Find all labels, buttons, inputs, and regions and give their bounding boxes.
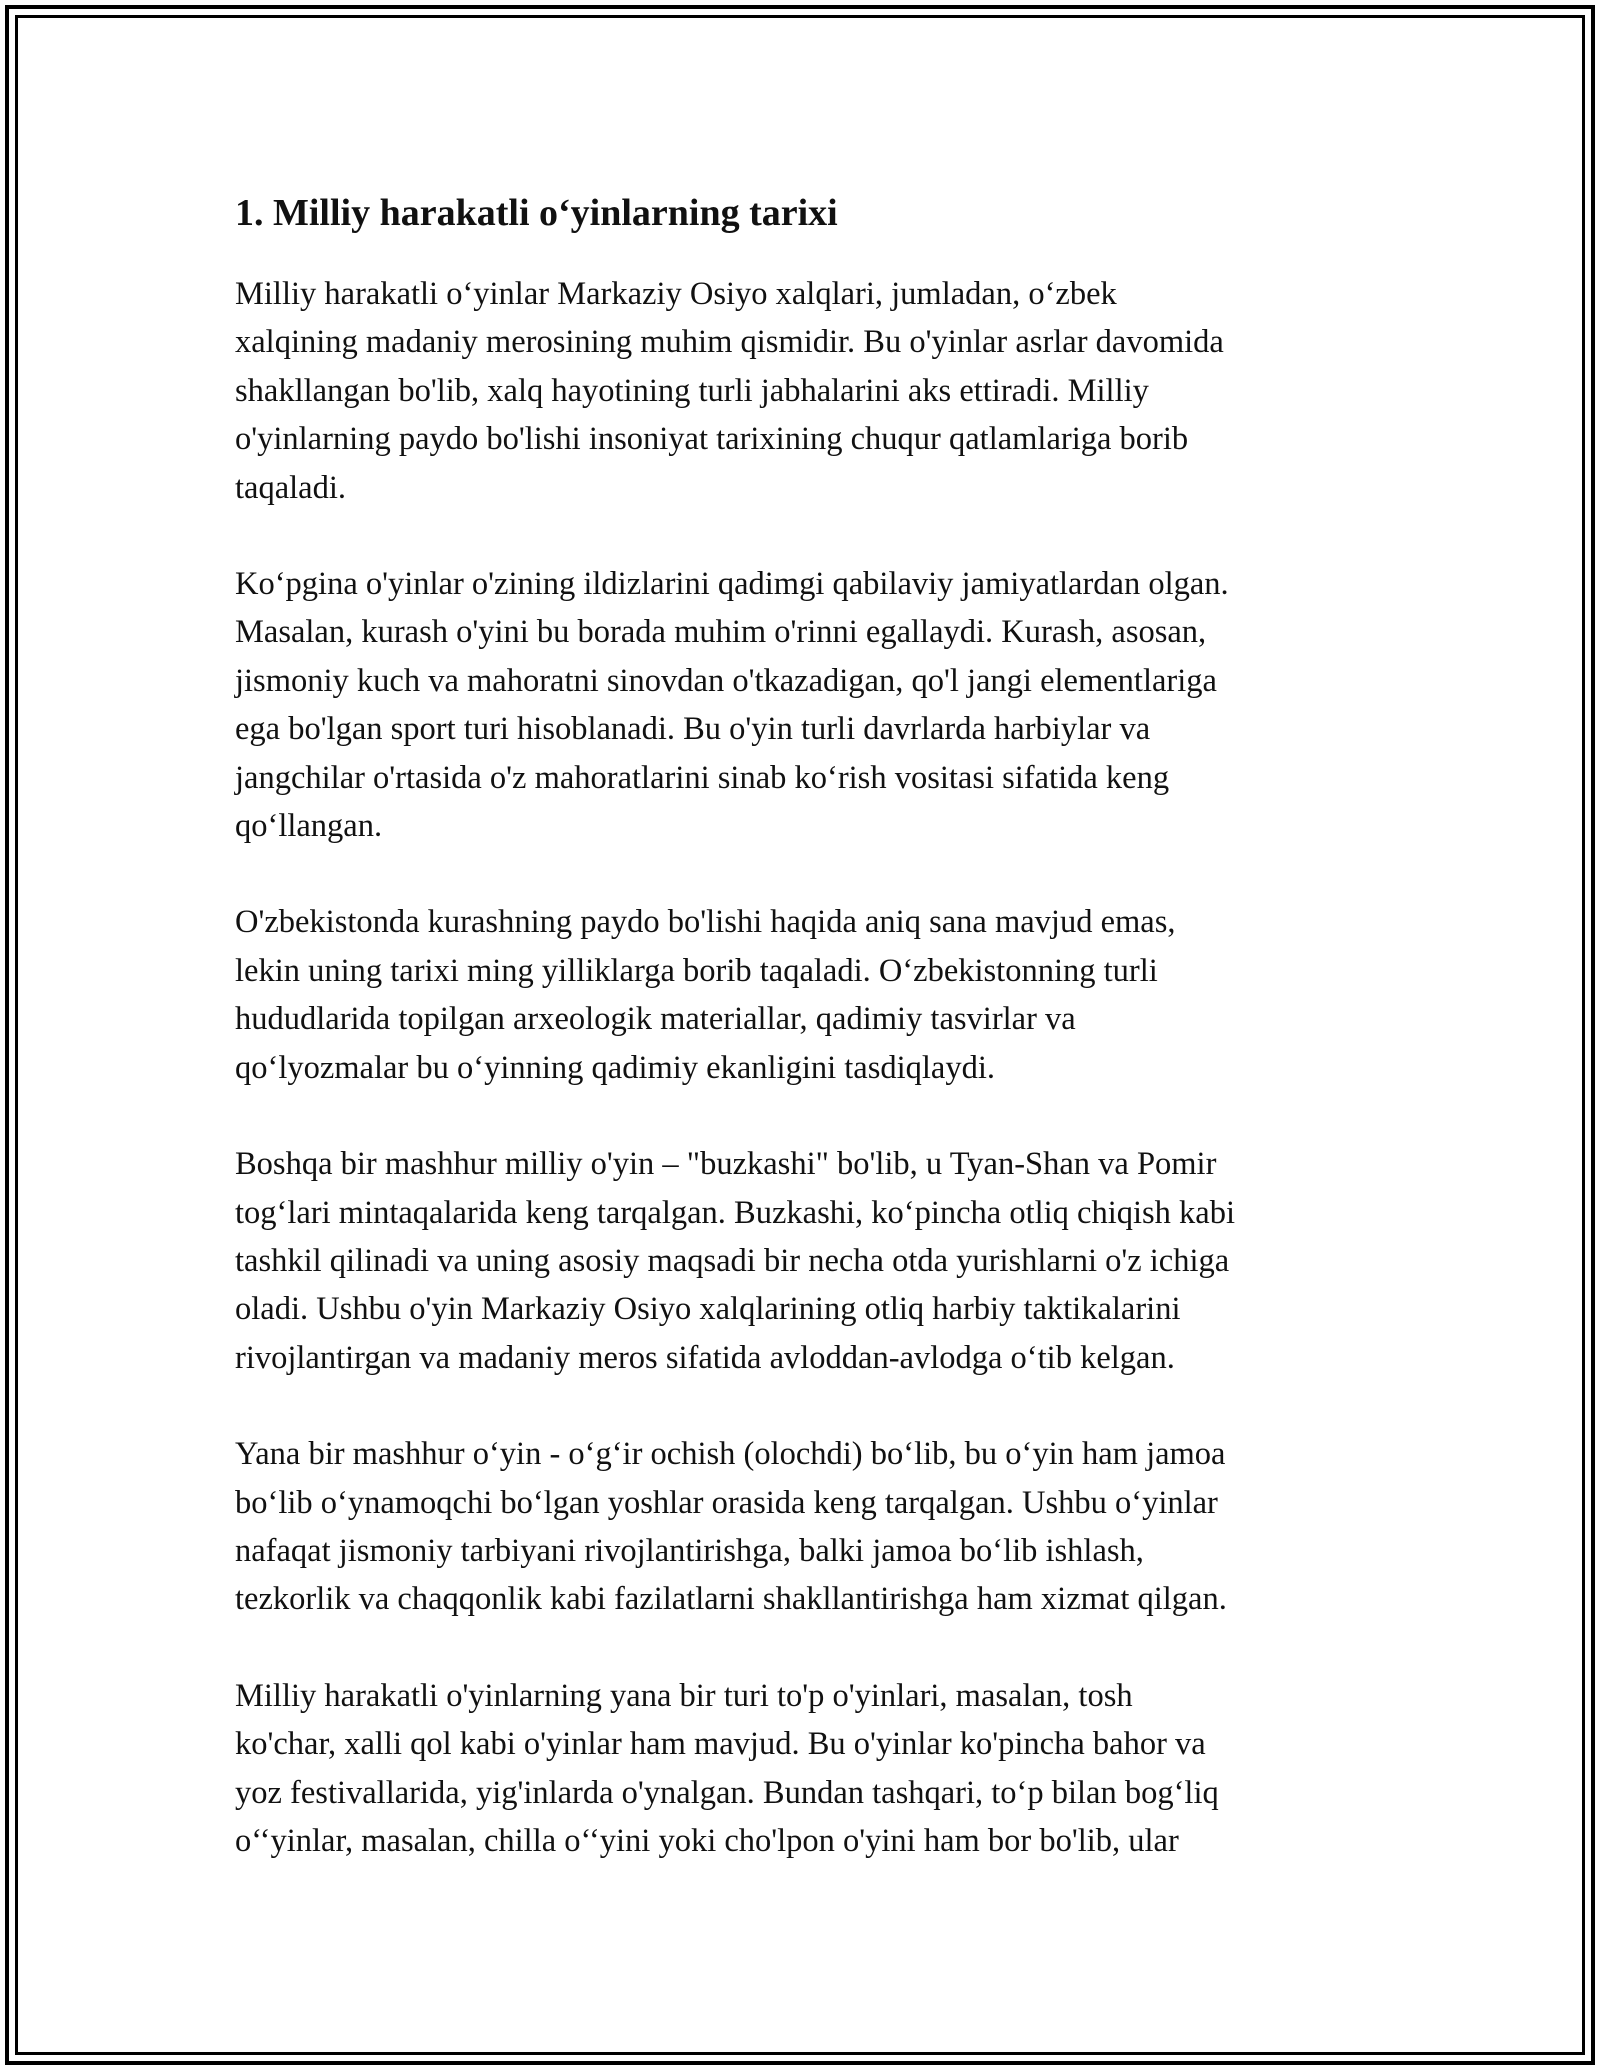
text-line: bo‘lib o‘ynamoqchi bo‘lgan yoshlar orasida keng tarqalgan. Ushbu o‘yinlar [235,1484,1218,1521]
paragraph-olochdi [235,1430,1375,1624]
text-line: shakllangan bo'lib, xalq hayotining turli jabhalarini aks ettiradi. Milliy [235,372,1149,409]
text-line: Boshqa bir mashhur milliy o'yin – "buzkashi" bo'lib, u Tyan-Shan va Pomir [235,1146,1217,1183]
text-line: yoz festivallarida, yig'inlarda o'ynalgan. Bundan tashqari, to‘p bilan bog‘liq [235,1774,1219,1811]
text-line: jismoniy kuch va mahoratni sinovdan o'tkazadigan, qo'l jangi elementlariga [235,662,1217,699]
text-line: xalqining madaniy merosining muhim qismidir. Bu o'yinlar asrlar davomida [235,324,1224,361]
document-body [235,186,1375,1913]
text-line: Masalan, kurash o'yini bu borada muhim o'rinni egallaydi. Kurash, asosan, [235,614,1207,651]
text-line: qo‘lyozmalar bu o‘yinning qadimiy ekanligini tasdiqlaydi. [235,1049,995,1086]
text-line: Milliy harakatli o'yinlarning yana bir turi to'p o'yinlari, masalan, tosh [235,1677,1133,1714]
paragraph-buzkashi [235,1140,1375,1382]
text-line: qo‘llangan. [235,808,383,845]
paragraph-intro [235,270,1375,512]
text-line: rivojlantirgan va madaniy meros sifatida avloddan-avlodga o‘tib kelgan. [235,1339,1175,1376]
text-line: jangchilar o'rtasida o'z mahoratlarini sinab ko‘rish vositasi sifatida keng [235,759,1170,796]
text-line: taqaladi. [235,469,346,506]
text-line: tashkil qilinadi va uning asosiy maqsadi bir necha otda yurishlarni o'z ichiga [235,1242,1230,1279]
text-line: tezkorlik va chaqqonlik kabi fazilatlarni shakllantirishga ham xizmat qilgan. [235,1581,1227,1618]
text-line: lekin uning tarixi ming yilliklarga borib taqaladi. O‘zbekistonning turli [235,952,1158,989]
text-line: Yana bir mashhur o‘yin - o‘g‘ir ochish (olochdi) bo‘lib, bu o‘yin ham jamoa [235,1436,1226,1473]
text-line: o'yinlarning paydo bo'lishi insoniyat tarixining chuqur qatlamlariga borib [235,421,1189,458]
text-line: oladi. Ushbu o'yin Markaziy Osiyo xalqlarining otliq harbiy taktikalarini [235,1291,1181,1328]
text-line: Ko‘pgina o'yinlar o'zining ildizlarini qadimgi qabilaviy jamiyatlardan olgan. [235,566,1229,603]
text-line: ko'char, xalli qol kabi o'yinlar ham mavjud. Bu o'yinlar ko'pincha bahor va [235,1726,1206,1763]
text-line: Milliy harakatli o‘yinlar Markaziy Osiyo xalqlari, jumladan, o‘zbek [235,276,1117,312]
text-line: ega bo'lgan sport turi hisoblanadi. Bu o'yin turli davrlarda harbiylar va [235,711,1151,748]
paragraph-kurash [235,560,1375,850]
paragraph-kurash-history [235,898,1375,1092]
paragraph-ball-games [235,1672,1375,1866]
text-line: O'zbekistonda kurashning paydo bo'lishi haqida aniq sana mavjud emas, [235,904,1176,941]
text-line: o‘‘yinlar, masalan, chilla o‘‘yini yoki cho'lpon o'yini ham bor bo'lib, ular [235,1822,1179,1859]
section-heading: 1. Milliy harakatli o‘yinlarning tarixi [235,192,838,234]
text-line: hududlarida topilgan arxeologik materiallar, qadimiy tasvirlar va [235,1001,1076,1038]
text-line: nafaqat jismoniy tarbiyani rivojlantirishga, balki jamoa bo‘lib ishlash, [235,1532,1144,1569]
text-line: tog‘lari mintaqalarida keng tarqalgan. Buzkashi, ko‘pincha otliq chiqish kabi [235,1194,1235,1231]
